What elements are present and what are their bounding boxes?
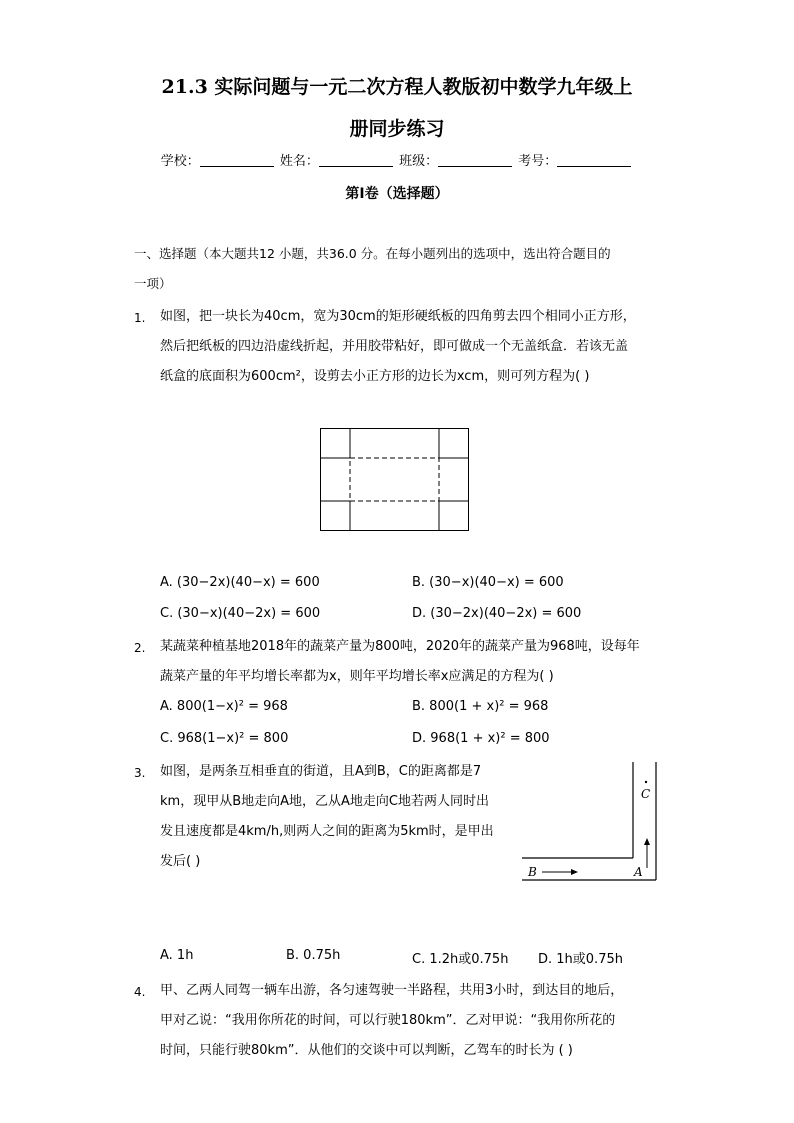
name-blank bbox=[319, 154, 393, 167]
point-c-label: C bbox=[641, 787, 651, 801]
q3-line-1: 如图，是两条互相垂直的街道，且A到B，C的距离都是7 bbox=[160, 764, 482, 779]
exam-no-blank bbox=[557, 154, 631, 167]
school-blank bbox=[200, 154, 274, 167]
q3-option-a[interactable]: A. 1h bbox=[160, 948, 194, 963]
q1-line-1: 如图，把一块长为40cm，宽为30cm的矩形硬纸板的四角剪去四个相同小正方形， bbox=[160, 309, 636, 324]
q3-line-3: 发且速度都是4km/h,则两人之间的距离为5km时，是甲出 bbox=[160, 824, 494, 839]
title-line-2: 册同步练习 bbox=[349, 118, 445, 140]
q3-street-figure bbox=[522, 758, 662, 888]
question-number-2: 2. bbox=[134, 641, 146, 655]
q1-line-3: 纸盒的底面积为600cm²，设剪去小正方形的边长为xcm，则可列方程为( ) bbox=[160, 369, 590, 384]
q1-line-2: 然后把纸板的四边沿虚线折起，并用胶带粘好，即可做成一个无盖纸盒．若该无盖 bbox=[160, 339, 629, 354]
q2-option-b[interactable]: B. 800(1 + x)² = 968 bbox=[412, 699, 549, 714]
q3-option-c[interactable]: C. 1.2h或0.75h bbox=[412, 952, 509, 967]
q2-option-d[interactable]: D. 968(1 + x)² = 800 bbox=[412, 731, 550, 746]
volume-heading: 第I卷（选择题） bbox=[345, 186, 449, 202]
q1-option-c[interactable]: C. (30−x)(40−2x) = 600 bbox=[160, 606, 321, 621]
exam-no-label: 考号： bbox=[518, 154, 558, 169]
q1-figure bbox=[320, 428, 470, 532]
point-c-dot bbox=[645, 781, 647, 783]
class-blank bbox=[438, 154, 512, 167]
q2-line-2: 蔬菜产量的年平均增长率都为x，则年平均增长率x应满足的方程为( ) bbox=[160, 669, 554, 684]
question-number-1: 1. bbox=[134, 311, 146, 325]
class-label: 班级： bbox=[399, 154, 439, 169]
q1-option-b[interactable]: B. (30−x)(40−x) = 600 bbox=[412, 575, 564, 590]
q2-option-a[interactable]: A. 800(1−x)² = 968 bbox=[160, 699, 288, 714]
q3-option-b[interactable]: B. 0.75h bbox=[286, 948, 341, 963]
arrow-head-right-icon bbox=[571, 869, 578, 875]
point-b-label: B bbox=[528, 865, 537, 879]
title-line-1: 21.3 实际问题与一元二次方程人教版初中数学九年级上 bbox=[161, 76, 633, 98]
arrow-head-up-icon bbox=[644, 838, 650, 845]
q2-option-c[interactable]: C. 968(1−x)² = 800 bbox=[160, 731, 289, 746]
point-a-label: A bbox=[634, 865, 643, 879]
q4-line-2: 甲对乙说：“我用你所花的时间，可以行驶180km”．乙对甲说：“我用你所花的 bbox=[160, 1013, 616, 1028]
question-number-3: 3. bbox=[134, 766, 146, 780]
q1-option-a[interactable]: A. (30−2x)(40−x) = 600 bbox=[160, 575, 320, 590]
cardboard-outline bbox=[321, 429, 469, 531]
q2-line-1: 某蔬菜种植基地2018年的蔬菜产量为800吨，2020年的蔬菜产量为968吨，设每年 bbox=[160, 639, 640, 654]
section-heading-line-1: 一、选择题（本大题共12 小题，共36.0 分。在每小题列出的选项中，选出符合题目的 bbox=[134, 246, 611, 261]
name-label: 姓名： bbox=[279, 154, 319, 169]
q1-option-d[interactable]: D. (30−2x)(40−2x) = 600 bbox=[412, 606, 582, 621]
q3-line-4: 发后( ) bbox=[160, 854, 201, 869]
student-info bbox=[0, 150, 794, 169]
fold-dashed-line bbox=[350, 458, 439, 501]
question-number-4: 4. bbox=[134, 985, 146, 999]
school-label: 学校： bbox=[160, 154, 200, 169]
section-heading-line-2: 一项） bbox=[134, 276, 172, 291]
q3-line-2: km，现甲从B地走向A地，乙从A地走向C地若两人同时出 bbox=[160, 794, 489, 809]
q4-line-1: 甲、乙两人同驾一辆车出游，各匀速驾驶一半路程，共用3小时，到达目的地后， bbox=[160, 983, 624, 998]
q3-option-d[interactable]: D. 1h或0.75h bbox=[538, 952, 623, 967]
q4-line-3: 时间，只能行驶80km”．从他们的交谈中可以判断，乙驾车的时长为 ( ) bbox=[160, 1043, 573, 1058]
